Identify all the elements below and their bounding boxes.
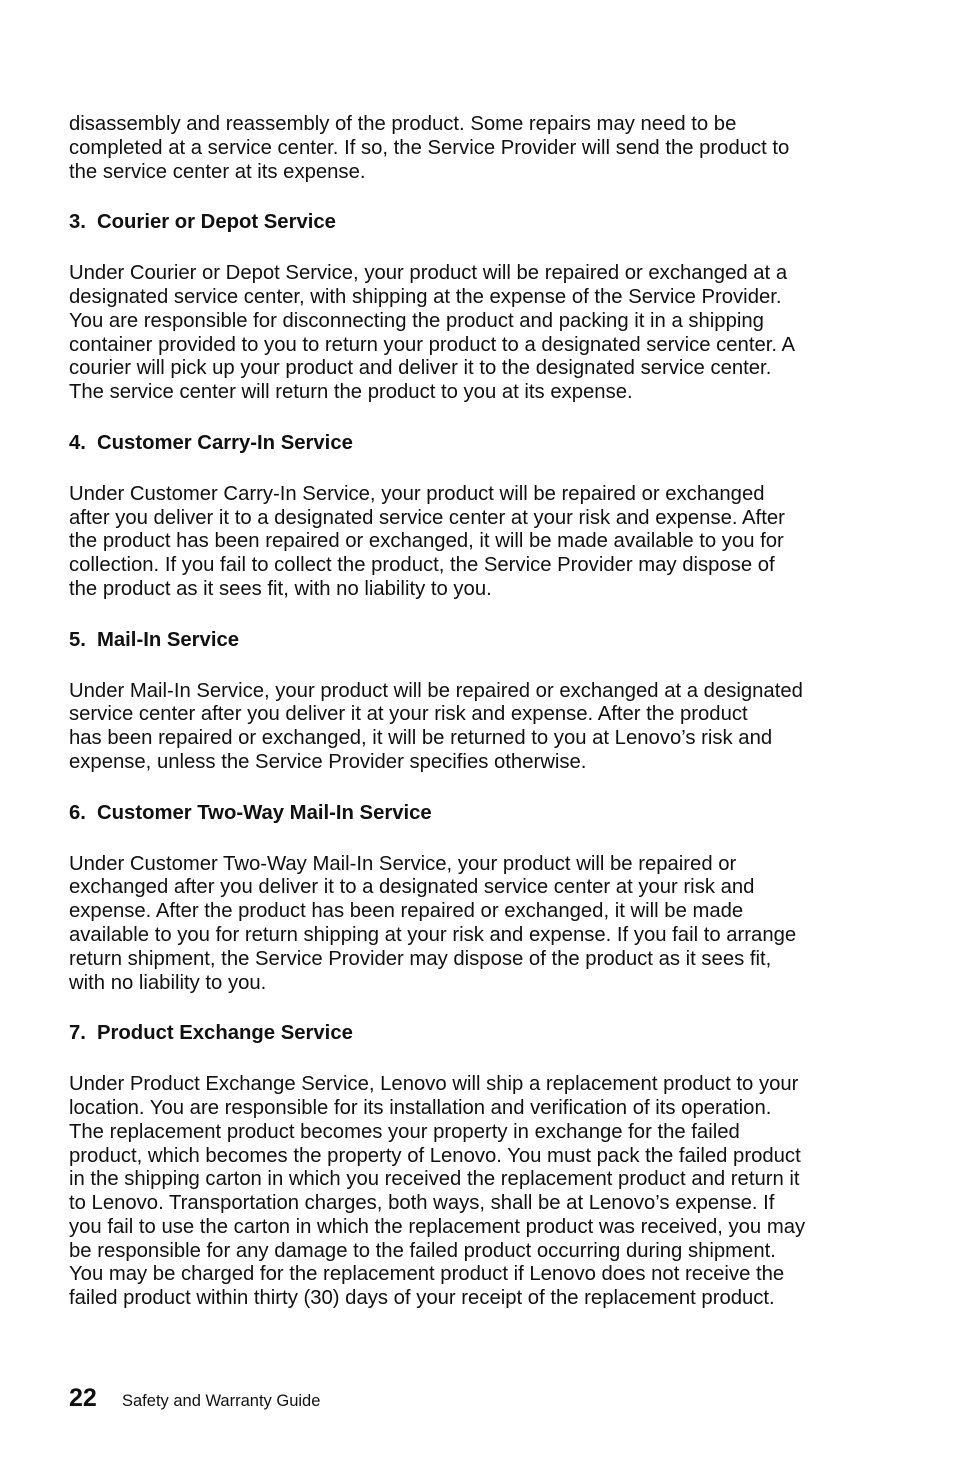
- section-number: 4.: [69, 431, 86, 454]
- section-number: 5.: [69, 628, 86, 651]
- section-title: Customer Carry-In Service: [97, 431, 353, 454]
- section-heading-two-way-mail-in: [69, 802, 869, 826]
- section-title: Mail-In Service: [97, 628, 240, 651]
- section-heading-customer-carry-in: [69, 432, 869, 456]
- page-content: [69, 113, 869, 1311]
- section-title: Customer Two-Way Mail-In Service: [97, 801, 432, 824]
- section-body-two-way-mail-in: Under Customer Two-Way Mail-In Service, your product will be repaired or exchanged after you deliver it to a designated service center at your risk and expense. After the product has been repaired or exchanged, it will be made available to you for return shipping at your risk and expense. If you fail to arrange return shipment, the Service Provider may dispose of the product as it sees fit, with no liability to you.: [69, 852, 797, 994]
- intro-paragraph: disassembly and reassembly of the product. Some repairs may need to be completed at a service center. If so, the Service Provider will send the product to the service center at its expense.: [69, 113, 790, 183]
- footer-document-title: Safety and Warranty Guide: [122, 1392, 321, 1410]
- section-number: 7.: [69, 1022, 86, 1045]
- section-body-product-exchange: Under Product Exchange Service, Lenovo will ship a replacement product to your location. You are responsible for its installation and verification of its operation. The replacement product becomes your property in exchange for the failed product, which becomes the property of Lenovo. You must pack the failed product in the shipping carton in which you received the replacement product and return it to Lenovo. Transportation charges, both ways, shall be at Lenovo’s expense. If you fail to use the carton in which the replacement product was received, you may be responsible for any damage to the failed product occurring during shipment. You may be charged for the replacement product if Lenovo does not receive the failed product within thirty (30) days of your receipt of the replacement product.: [69, 1073, 806, 1310]
- section-heading-mail-in: [69, 629, 869, 653]
- section-title: Product Exchange Service: [97, 1022, 353, 1045]
- section-number: 6.: [69, 801, 86, 824]
- section-number: 3.: [69, 211, 86, 234]
- page-footer: [69, 1384, 320, 1413]
- section-body-customer-carry-in: Under Customer Carry-In Service, your product will be repaired or exchanged after you deliver it to a designated service center at your risk and expense. After the product has been repaired or exchanged, it will be made available to you for collection. If you fail to collect the product, the Service Provider may dispose of the product as it sees fit, with no liability to you.: [69, 482, 785, 600]
- section-heading-courier-depot: [69, 211, 869, 235]
- section-body-courier-depot: Under Courier or Depot Service, your product will be repaired or exchanged at a designated service center, with shipping at the expense of the Service Provider. You are responsible for disconnecting the product and packing it in a shipping container provided to you to return your product to a designated service center. A courier will pick up your product and deliver it to the designated service center. The service center will return the product to you at its expense.: [69, 262, 796, 404]
- section-title: Courier or Depot Service: [97, 211, 336, 234]
- page-number: 22: [69, 1384, 97, 1412]
- section-body-mail-in: Under Mail-In Service, your product will be repaired or exchanged at a designated service center after you deliver it at your risk and expense. After the product has been repaired or exchanged, it will be returned to you at Lenovo’s risk and expense, unless the Service Provider specifies otherwise.: [69, 679, 803, 773]
- section-heading-product-exchange: [69, 1022, 869, 1046]
